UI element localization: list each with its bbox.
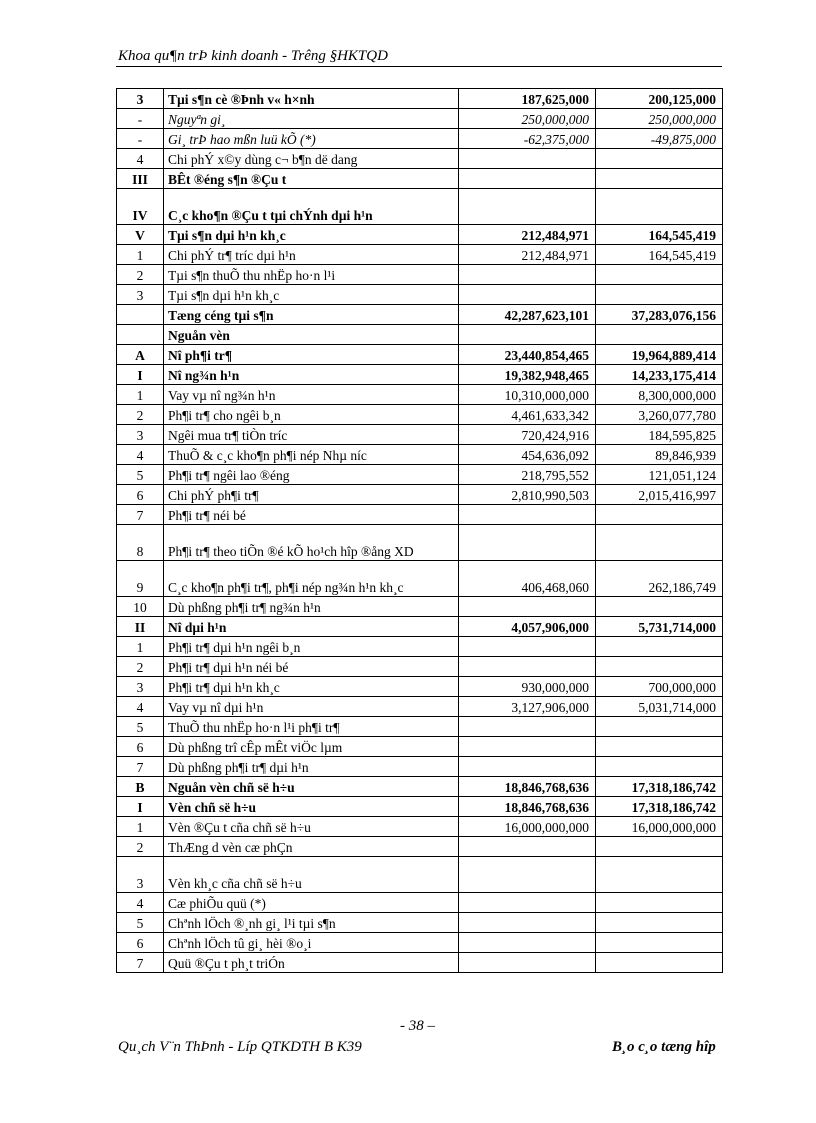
row-label: Ph¶i tr¶ néi bé: [164, 505, 459, 525]
value-beginning-of-year: [596, 857, 723, 893]
table-row: [117, 385, 723, 405]
table-row: [117, 225, 723, 245]
table-row: [117, 505, 723, 525]
row-label: Ph¶i tr¶ dµi h¹n ngêi b¸n: [164, 637, 459, 657]
row-number: -: [117, 129, 164, 149]
value-beginning-of-year: 2,015,416,997: [596, 485, 723, 505]
value-beginning-of-year: [596, 525, 723, 561]
value-beginning-of-year: [596, 505, 723, 525]
row-number: 1: [117, 817, 164, 837]
value-end-of-year: 18,846,768,636: [459, 777, 596, 797]
value-end-of-year: [459, 857, 596, 893]
value-end-of-year: [459, 737, 596, 757]
value-end-of-year: 18,846,768,636: [459, 797, 596, 817]
row-number: [117, 325, 164, 345]
value-beginning-of-year: [596, 757, 723, 777]
row-label: ThÆng d vèn cæ phÇn: [164, 837, 459, 857]
table-row: [117, 245, 723, 265]
value-beginning-of-year: [596, 837, 723, 857]
value-end-of-year: [459, 189, 596, 225]
table-row: [117, 857, 723, 893]
row-label: Tµi s¶n thuÕ thu nhËp ho·n l¹i: [164, 265, 459, 285]
row-number: 3: [117, 425, 164, 445]
row-label: Nguån vèn chñ së h÷u: [164, 777, 459, 797]
row-number: 8: [117, 525, 164, 561]
value-beginning-of-year: 121,051,124: [596, 465, 723, 485]
value-end-of-year: 720,424,916: [459, 425, 596, 445]
value-beginning-of-year: [596, 893, 723, 913]
table-row: [117, 953, 723, 973]
table-row: [117, 89, 723, 109]
value-end-of-year: [459, 325, 596, 345]
value-end-of-year: 187,625,000: [459, 89, 596, 109]
row-number: B: [117, 777, 164, 797]
row-number: 1: [117, 245, 164, 265]
row-number: 3: [117, 285, 164, 305]
footer-author: Qu¸ch V¨n ThÞnh - Líp QTKDTH B K39: [118, 1039, 362, 1055]
value-beginning-of-year: 19,964,889,414: [596, 345, 723, 365]
value-end-of-year: 212,484,971: [459, 245, 596, 265]
table-row: [117, 149, 723, 169]
row-label: Dù phßng trî cÊp mÊt viÖc lµm: [164, 737, 459, 757]
row-number: 4: [117, 697, 164, 717]
row-number: 7: [117, 953, 164, 973]
value-beginning-of-year: 262,186,749: [596, 561, 723, 597]
table-row: [117, 913, 723, 933]
table-row: [117, 485, 723, 505]
row-number: 2: [117, 405, 164, 425]
row-number: 4: [117, 149, 164, 169]
row-label: ThuÕ & c¸c kho¶n ph¶i nép Nhµ níc: [164, 445, 459, 465]
value-beginning-of-year: 89,846,939: [596, 445, 723, 465]
row-label: Nî dµi h¹n: [164, 617, 459, 637]
table-row: [117, 597, 723, 617]
row-label: Ph¶i tr¶ dµi h¹n néi bé: [164, 657, 459, 677]
row-label: Chªnh lÖch ®¸nh gi¸ l¹i tµi s¶n: [164, 913, 459, 933]
table-row: [117, 717, 723, 737]
table-row: [117, 465, 723, 485]
table-row: [117, 445, 723, 465]
table-row: [117, 817, 723, 837]
row-number: 4: [117, 445, 164, 465]
table-row: [117, 189, 723, 225]
table-row: [117, 797, 723, 817]
row-label: Vèn chñ së h÷u: [164, 797, 459, 817]
table-row: [117, 109, 723, 129]
table-row: [117, 677, 723, 697]
value-end-of-year: 218,795,552: [459, 465, 596, 485]
value-end-of-year: 250,000,000: [459, 109, 596, 129]
row-label: ThuÕ thu nhËp ho·n l¹i ph¶i tr¶: [164, 717, 459, 737]
value-beginning-of-year: 164,545,419: [596, 225, 723, 245]
value-beginning-of-year: [596, 933, 723, 953]
table-row: [117, 305, 723, 325]
table-row: [117, 129, 723, 149]
row-label: Cæ phiÕu quü (*): [164, 893, 459, 913]
table-row: [117, 425, 723, 445]
value-end-of-year: [459, 717, 596, 737]
row-number: 3: [117, 89, 164, 109]
value-end-of-year: 23,440,854,465: [459, 345, 596, 365]
row-label: Dù phßng ph¶i tr¶ ng¾n h¹n: [164, 597, 459, 617]
page-header: Khoa qu¶n trÞ kinh doanh - Trêng §HKTQD: [118, 48, 388, 64]
table-row: [117, 737, 723, 757]
row-label: Chi phÝ ph¶i tr¶: [164, 485, 459, 505]
value-beginning-of-year: [596, 597, 723, 617]
header-divider: [116, 66, 722, 67]
value-beginning-of-year: [596, 737, 723, 757]
value-beginning-of-year: 164,545,419: [596, 245, 723, 265]
table-row: [117, 637, 723, 657]
row-label: Chªnh lÖch tû gi¸ hèi ®o¸i: [164, 933, 459, 953]
value-end-of-year: [459, 757, 596, 777]
table-row: [117, 893, 723, 913]
value-beginning-of-year: [596, 657, 723, 677]
row-label: C¸c kho¶n ®Çu t tµi chÝnh dµi h¹n: [164, 189, 459, 225]
row-number: 3: [117, 677, 164, 697]
value-beginning-of-year: 17,318,186,742: [596, 797, 723, 817]
row-label: BÊt ®éng s¶n ®Çu t: [164, 169, 459, 189]
value-beginning-of-year: [596, 953, 723, 973]
row-label: Nguån vèn: [164, 325, 459, 345]
row-label: Chi phÝ tr¶ tríc dµi h¹n: [164, 245, 459, 265]
row-number: [117, 305, 164, 325]
row-number: 2: [117, 265, 164, 285]
row-label: Nguyªn gi¸: [164, 109, 459, 129]
row-number: 5: [117, 465, 164, 485]
value-end-of-year: [459, 169, 596, 189]
table-body: [117, 89, 723, 973]
row-number: 5: [117, 913, 164, 933]
value-end-of-year: 42,287,623,101: [459, 305, 596, 325]
row-label: Ph¶i tr¶ dµi h¹n kh¸c: [164, 677, 459, 697]
value-beginning-of-year: [596, 169, 723, 189]
value-beginning-of-year: 5,031,714,000: [596, 697, 723, 717]
page-number: - 38 –: [400, 1018, 435, 1034]
row-number: III: [117, 169, 164, 189]
table-row: [117, 657, 723, 677]
balance-sheet-table: [116, 88, 723, 973]
value-beginning-of-year: 17,318,186,742: [596, 777, 723, 797]
value-end-of-year: 4,461,633,342: [459, 405, 596, 425]
value-beginning-of-year: 700,000,000: [596, 677, 723, 697]
row-label: Nî ph¶i tr¶: [164, 345, 459, 365]
value-end-of-year: [459, 285, 596, 305]
value-end-of-year: [459, 837, 596, 857]
row-number: 7: [117, 757, 164, 777]
value-beginning-of-year: 200,125,000: [596, 89, 723, 109]
table-row: [117, 525, 723, 561]
table-row: [117, 777, 723, 797]
value-end-of-year: 19,382,948,465: [459, 365, 596, 385]
table-row: [117, 757, 723, 777]
table-row: [117, 617, 723, 637]
row-number: -: [117, 109, 164, 129]
row-label: Vay vµ nî ng¾n h¹n: [164, 385, 459, 405]
value-end-of-year: [459, 893, 596, 913]
row-number: 4: [117, 893, 164, 913]
value-end-of-year: [459, 525, 596, 561]
value-beginning-of-year: [596, 285, 723, 305]
table-row: [117, 345, 723, 365]
value-beginning-of-year: 14,233,175,414: [596, 365, 723, 385]
row-number: 6: [117, 737, 164, 757]
row-label: Ngêi mua tr¶ tiÒn tríc: [164, 425, 459, 445]
table-row: [117, 325, 723, 345]
value-beginning-of-year: 5,731,714,000: [596, 617, 723, 637]
row-label: Tµi s¶n dµi h¹n kh¸c: [164, 225, 459, 245]
row-label: Dù phßng ph¶i tr¶ dµi h¹n: [164, 757, 459, 777]
value-end-of-year: 3,127,906,000: [459, 697, 596, 717]
table-row: [117, 365, 723, 385]
value-beginning-of-year: 16,000,000,000: [596, 817, 723, 837]
value-end-of-year: [459, 933, 596, 953]
row-number: 10: [117, 597, 164, 617]
value-beginning-of-year: 184,595,825: [596, 425, 723, 445]
row-number: 9: [117, 561, 164, 597]
row-label: Vay vµ nî dµi h¹n: [164, 697, 459, 717]
value-end-of-year: 2,810,990,503: [459, 485, 596, 505]
value-end-of-year: 212,484,971: [459, 225, 596, 245]
value-end-of-year: 454,636,092: [459, 445, 596, 465]
row-number: 1: [117, 637, 164, 657]
row-number: 5: [117, 717, 164, 737]
value-end-of-year: [459, 265, 596, 285]
value-end-of-year: -62,375,000: [459, 129, 596, 149]
row-number: 2: [117, 837, 164, 857]
table-row: [117, 561, 723, 597]
table-row: [117, 933, 723, 953]
row-number: V: [117, 225, 164, 245]
row-label: Ph¶i tr¶ theo tiÕn ®é kÕ ho¹ch hîp ®ång XD: [164, 525, 459, 561]
value-end-of-year: [459, 953, 596, 973]
table-row: [117, 169, 723, 189]
row-number: 1: [117, 385, 164, 405]
row-number: 6: [117, 933, 164, 953]
row-number: I: [117, 365, 164, 385]
value-end-of-year: 10,310,000,000: [459, 385, 596, 405]
value-end-of-year: [459, 597, 596, 617]
row-label: Tæng céng tµi s¶n: [164, 305, 459, 325]
value-beginning-of-year: [596, 325, 723, 345]
table-row: [117, 697, 723, 717]
row-label: Nî ng¾n h¹n: [164, 365, 459, 385]
row-label: C¸c kho¶n ph¶i tr¶, ph¶i nép ng¾n h¹n kh¸c: [164, 561, 459, 597]
row-label: Gi¸ trÞ hao mßn luü kÕ (*): [164, 129, 459, 149]
value-end-of-year: [459, 505, 596, 525]
value-end-of-year: [459, 657, 596, 677]
value-beginning-of-year: [596, 913, 723, 933]
row-label: Vèn ®Çu t cña chñ së h÷u: [164, 817, 459, 837]
row-number: 7: [117, 505, 164, 525]
table-row: [117, 405, 723, 425]
row-number: I: [117, 797, 164, 817]
value-end-of-year: 930,000,000: [459, 677, 596, 697]
row-number: 6: [117, 485, 164, 505]
value-beginning-of-year: [596, 149, 723, 169]
value-beginning-of-year: 250,000,000: [596, 109, 723, 129]
value-beginning-of-year: 8,300,000,000: [596, 385, 723, 405]
row-number: A: [117, 345, 164, 365]
table-row: [117, 285, 723, 305]
row-label: Vèn kh¸c cña chñ së h÷u: [164, 857, 459, 893]
value-beginning-of-year: 3,260,077,780: [596, 405, 723, 425]
row-label: Chi phÝ x©y dùng c¬ b¶n dë dang: [164, 149, 459, 169]
value-end-of-year: 4,057,906,000: [459, 617, 596, 637]
value-end-of-year: 406,468,060: [459, 561, 596, 597]
row-label: Ph¶i tr¶ cho ngêi b¸n: [164, 405, 459, 425]
value-beginning-of-year: [596, 637, 723, 657]
value-beginning-of-year: -49,875,000: [596, 129, 723, 149]
footer-title: B¸o c¸o tæng hîp: [612, 1039, 716, 1055]
value-beginning-of-year: [596, 265, 723, 285]
value-end-of-year: [459, 913, 596, 933]
row-label: Ph¶i tr¶ ngêi lao ®éng: [164, 465, 459, 485]
row-number: 2: [117, 657, 164, 677]
value-end-of-year: [459, 637, 596, 657]
row-number: 3: [117, 857, 164, 893]
value-end-of-year: [459, 149, 596, 169]
table-row: [117, 837, 723, 857]
value-beginning-of-year: 37,283,076,156: [596, 305, 723, 325]
row-label: Tµi s¶n dµi h¹n kh¸c: [164, 285, 459, 305]
row-label: Tµi s¶n cè ®Þnh v« h×nh: [164, 89, 459, 109]
row-number: II: [117, 617, 164, 637]
row-label: Quü ®Çu t ph¸t triÓn: [164, 953, 459, 973]
value-beginning-of-year: [596, 189, 723, 225]
value-beginning-of-year: [596, 717, 723, 737]
table-row: [117, 265, 723, 285]
row-number: IV: [117, 189, 164, 225]
value-end-of-year: 16,000,000,000: [459, 817, 596, 837]
